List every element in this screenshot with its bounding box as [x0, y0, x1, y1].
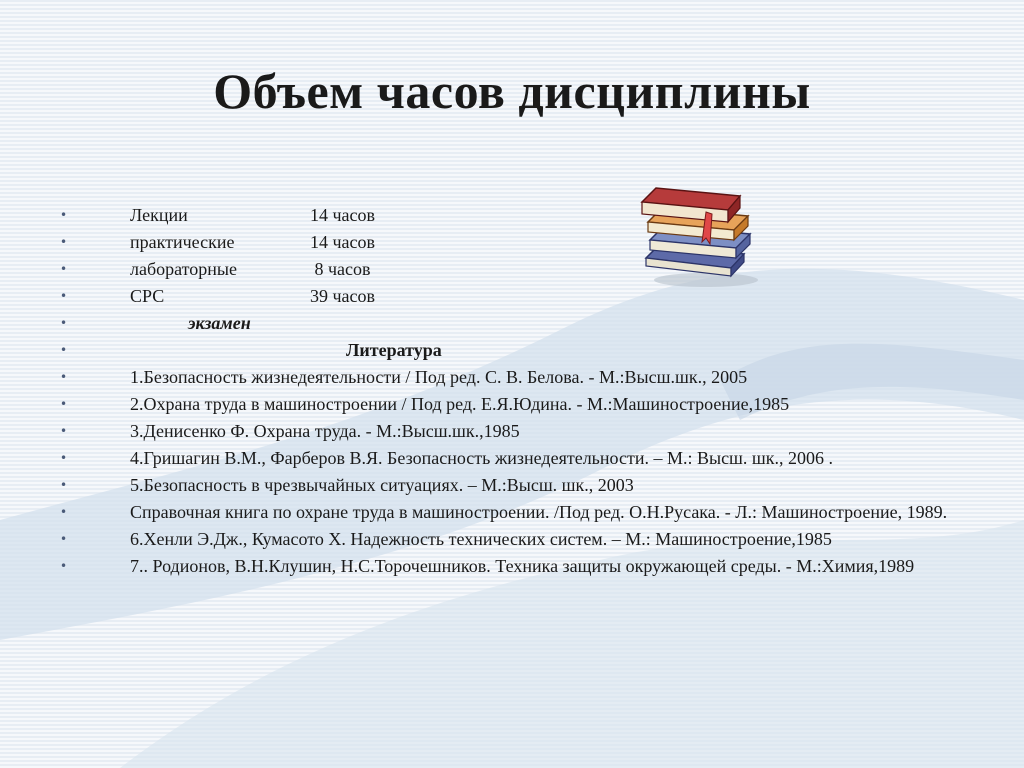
- reference-item: [60, 447, 980, 469]
- reference-text: 7.. Родионов, В.Н.Клушин, Н.С.Торочешников. Техника защиты окружающей среды. - М.:Химия,1989: [130, 556, 915, 576]
- bullet: •: [60, 451, 68, 465]
- hours-item-practical: [60, 231, 980, 253]
- bullet: •: [60, 559, 68, 573]
- bullet: •: [60, 208, 68, 222]
- hours-label: СРС: [130, 286, 165, 306]
- hours-item-srs: [60, 285, 980, 307]
- reference-item: [60, 366, 980, 388]
- bullet: •: [60, 397, 68, 411]
- bullet: •: [60, 370, 68, 384]
- reference-text: Справочная книга по охране труда в машиностроении. /Под ред. О.Н.Русака. - Л.: Машиностроение, 1989.: [130, 502, 948, 522]
- reference-text: 6.Хенли Э.Дж., Кумасото Х. Надежность технических систем. – М.: Машиностроение,1985: [130, 529, 832, 549]
- reference-item: [60, 555, 980, 577]
- bullet: •: [60, 289, 68, 303]
- hours-value: 14 часов: [310, 205, 376, 225]
- bullet: •: [60, 343, 68, 357]
- reference-item: [60, 501, 980, 523]
- exam-label: экзамен: [188, 313, 251, 333]
- hours-value: 14 часов: [310, 232, 376, 252]
- literature-heading-item: [60, 339, 980, 361]
- bullet: •: [60, 478, 68, 492]
- literature-heading: Литература: [346, 340, 442, 360]
- slide-title: Объем часов дисциплины: [213, 63, 811, 119]
- bullet: •: [60, 505, 68, 519]
- hours-value: 8 часов: [310, 259, 371, 279]
- exam-item: [60, 312, 980, 334]
- bullet: •: [60, 235, 68, 249]
- content-list: [60, 204, 980, 582]
- hours-label: практические: [130, 232, 235, 252]
- reference-text: 2.Охрана труда в машиностроении / Под ред. Е.Я.Юдина. - М.:Машиностроение,1985: [130, 394, 790, 414]
- reference-text: 1.Безопасность жизнедеятельности / Под ред. С. В. Белова. - М.:Высш.шк., 2005: [130, 367, 748, 387]
- reference-item: [60, 474, 980, 496]
- bullet: •: [60, 532, 68, 546]
- reference-item: [60, 528, 980, 550]
- hours-item-lectures: [60, 204, 980, 226]
- hours-label: лабораторные: [130, 259, 237, 279]
- hours-item-lab: [60, 258, 980, 280]
- hours-label: Лекции: [130, 205, 188, 225]
- bullet: •: [60, 262, 68, 276]
- bullet: •: [60, 316, 68, 330]
- bullet: •: [60, 424, 68, 438]
- reference-text: 4.Гришагин В.М., Фарберов В.Я. Безопасность жизнедеятельности. – М.: Высш. шк., 2006 .: [130, 448, 834, 468]
- reference-text: 3.Денисенко Ф. Охрана труда. - М.:Высш.шк.,1985: [130, 421, 520, 441]
- hours-value: 39 часов: [310, 286, 376, 306]
- reference-item: [60, 393, 980, 415]
- reference-item: [60, 420, 980, 442]
- reference-text: 5.Безопасность в чрезвычайных ситуациях. – М.:Высш. шк., 2003: [130, 475, 634, 495]
